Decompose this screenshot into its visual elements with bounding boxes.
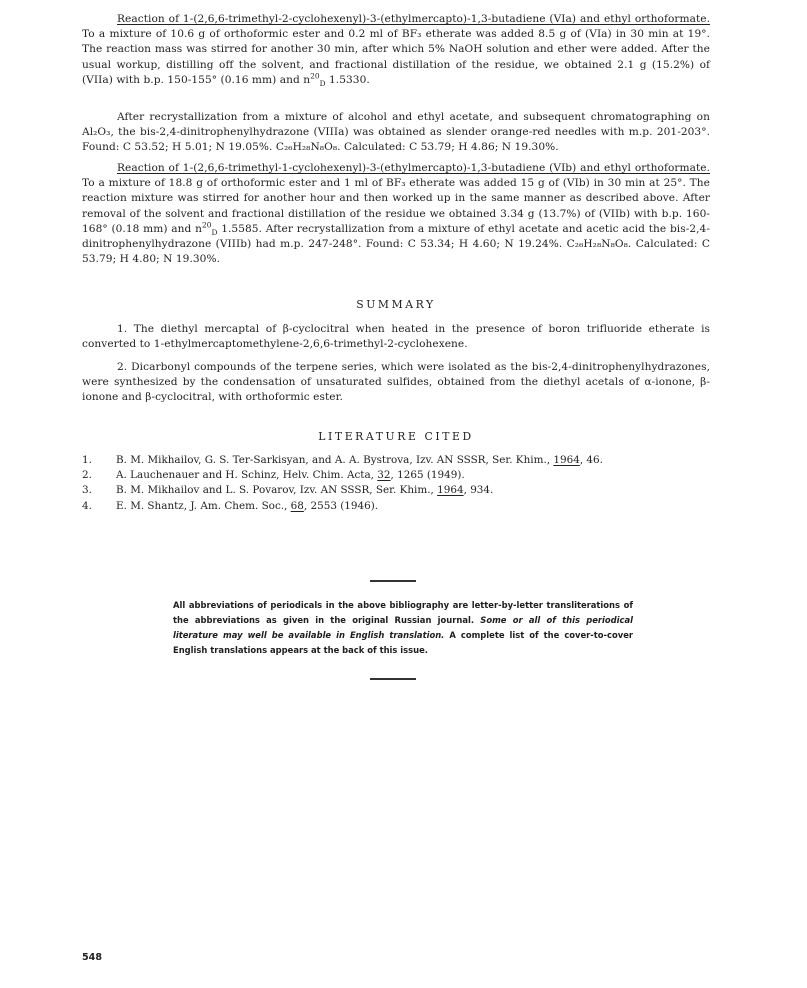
note-text-end: A complete list of the cover-to-cover English translations appears at the back of this issue. [173, 630, 634, 655]
refractive-index-line: D [319, 78, 326, 88]
refractive-index-temp: 20 [310, 71, 320, 81]
translation-note [173, 598, 633, 658]
reference-pages: , 934. [463, 484, 494, 497]
reference-number: 1. [82, 454, 92, 466]
note-text: All abbreviations of periodicals in the above bibliography are letter-by-letter transliterations of the abbreviations as given in the original Russian journal. [173, 600, 633, 625]
reference-number: 3. [82, 484, 92, 497]
paragraph-1-title: Reaction of 1-(2,6,6-trimethyl-2-cyclohexenyl)-3-(ethylmercapto)-1,3-butadiene (VIa) and ethyl orthoformate. [117, 13, 710, 25]
refractive-index-line: D [211, 227, 218, 237]
divider-rule-bottom [370, 678, 416, 680]
page-number: 548 [82, 952, 103, 963]
refractive-index-temp: 20 [201, 220, 212, 230]
reference-item [82, 468, 710, 483]
paragraph-3-tail: 1.5585. After recrystallization from a mixture of ethyl acetate and acetic acid the bis-2,4-dinitrophenylhydrazone (VIIIb) had m.p. 247-248°. Found: C 53.34; H 4.60; N 19.24%. C₂₆H₂₈N₈O₈. Calculated: C 53.79; H 4.80; N 19.30%. [82, 222, 710, 266]
reference-year-volume: 1964 [437, 484, 464, 497]
reference-pages: , 46. [579, 454, 603, 466]
summary-item-text: 2. Dicarbonyl compounds of the terpene series, which were isolated as the bis-2,4-dinitrophenylhydrazones, were synthesized by the condensation of unsaturated sulfides, obtained from the diethyl acetals of α-ionone, β-ionone and β-cyclocitral, with orthoformic ester. [82, 361, 710, 404]
reference-text: B. M. Mikhailov, G. S. Ter-Sarkisyan, and A. A. Bystrova, Izv. AN SSSR, Ser. Khim., [116, 454, 554, 466]
summary-item-text: 1. The diethyl mercaptal of β-cyclocitral when heated in the presence of boron trifluoride etherate is converted to 1-ethylmercaptomethylene-2,6,6-trimethyl-2-cyclohexene. [82, 323, 710, 351]
paragraph-3-body: To a mixture of 18.8 g of orthoformic ester and 1 ml of BF₃ etherate was added 15 g of (VIb) in 30 min at 25°. The reaction mixture was stirred for another hour and then worked up in the same manner as described above. After removal of the solvent and fractional distillation of the residue we obtained 3.34 g (13.7%) of (VIIb) with b.p. 160-168° (0.18 mm) and n [82, 177, 710, 235]
note-italic-text: Some or all of this periodical literature may well be available in English translation. [173, 615, 633, 640]
reference-year-volume: 32 [377, 469, 391, 482]
reference-number: 2. [82, 469, 92, 482]
summary-item-2 [82, 360, 710, 406]
reference-item [82, 483, 710, 498]
reference-text: A. Lauchenauer and H. Schinz, Helv. Chim. Acta, [116, 469, 378, 482]
experimental-paragraph-1 [82, 12, 710, 88]
paragraph-1-tail: 1.5330. [325, 73, 370, 86]
reference-list [82, 453, 710, 514]
literature-heading: LITERATURE CITED [318, 430, 474, 443]
reference-pages: , 2553 (1946). [303, 499, 379, 512]
reference-item [82, 499, 710, 514]
paragraph-3-title: Reaction of 1-(2,6,6-trimethyl-1-cyclohexenyl)-3-(ethylmercapto)-1,3-butadiene (VIb) and ethyl orthoformate. [117, 162, 710, 174]
reference-number: 4. [82, 499, 92, 512]
summary-item-1 [82, 322, 710, 352]
paragraph-2-text: After recrystallization from a mixture of alcohol and ethyl acetate, and subsequent chromatographing on Al₂O₃, the bis-2,4-dinitrophenylhydrazone (VIIIa) was obtained as slender orange-red needles with m.p. 201-203°. Found: C 53.52; H 5.01; N 19.05%. C₂₆H₂₈N₈O₈. Calculated: C 53.79; H 4.86; N 19.30%. [82, 111, 710, 154]
experimental-paragraph-3 [82, 161, 710, 267]
reference-text: B. M. Mikhailov and L. S. Povarov, Izv. AN SSSR, Ser. Khim., [116, 484, 438, 497]
reference-text: E. M. Shantz, J. Am. Chem. Soc., [116, 499, 291, 512]
experimental-paragraph-2 [82, 110, 710, 156]
reference-year-volume: 68 [290, 499, 304, 512]
divider-rule-top [370, 580, 416, 582]
summary-heading: SUMMARY [356, 298, 436, 311]
reference-year-volume: 1964 [553, 454, 580, 466]
paragraph-1-body: To a mixture of 10.6 g of orthoformic ester and 0.2 ml of BF₃ etherate was added 8.5 g of (VIa) in 30 min at 19°. The reaction mass was stirred for another 30 min, after which 5% NaOH solution and ether were added. After the usual workup, distilling off the solvent, and fractional distillation of the residue, we obtained 2.1 g (15.2%) of (VIIa) with b.p. 150-155° (0.16 mm) and n [82, 28, 710, 86]
reference-pages: , 1265 (1949). [390, 469, 465, 482]
reference-item [82, 453, 710, 468]
